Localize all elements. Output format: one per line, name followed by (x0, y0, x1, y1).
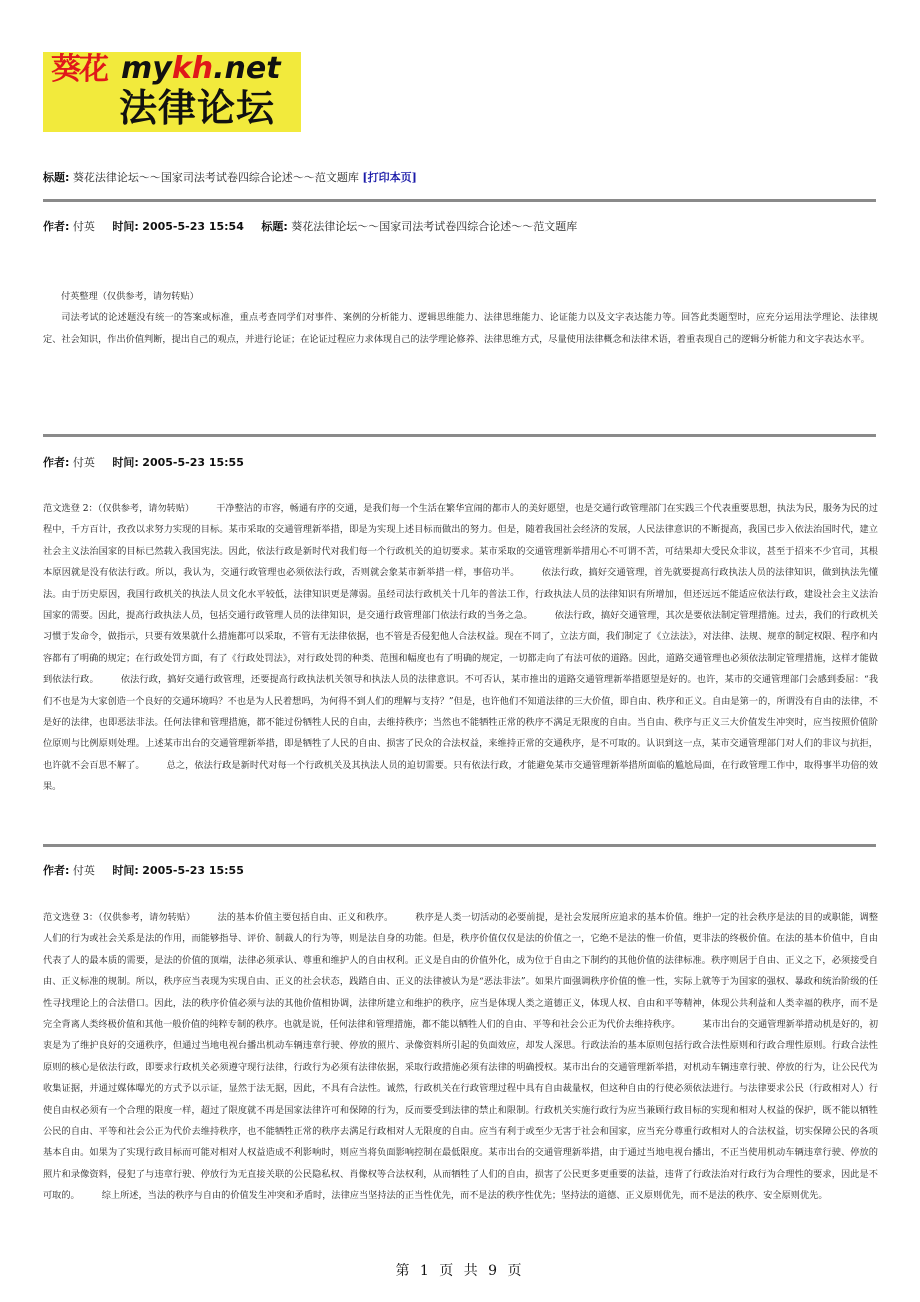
logo-forum-name: 法律论坛 (119, 86, 276, 130)
post-title: 葵花法律论坛～～国家司法考试卷四综合论述～～范文题库 (291, 220, 578, 233)
site-logo (43, 52, 301, 132)
time-label: 时间: (112, 220, 139, 233)
post-time: 2005-5-23 15:54 (142, 220, 244, 233)
page-title: 葵花法律论坛～～国家司法考试卷四综合论述～～范文题库 (72, 171, 359, 184)
logo-site-post: .net (213, 52, 281, 86)
paragraph: 依法行政，搞好交通管理，首先就要提高行政执法人员的法律知识，做到执法先懂法。由于历史原因，我国行政机关的执法人员文化水平较低，法律知识更是薄弱。虽经司法行政机关十几年的普法工作，行政执法人员的法律知识有所增加，但还远远不能适应依法行政，建设社会主义法治国家的需要。因此，提高行政执法人员，包括交通行政管理人员的法律知识，是交通行政管理部门依法行政的当务之急。 (43, 567, 878, 622)
logo-kuihua-mark: 葵花 (51, 52, 107, 87)
paragraph: 付英整理（仅供参考，请勿转贴） (61, 291, 199, 302)
paragraph: 依法行政，搞好交通管理，其次是要依法制定管理措施。过去，我们的行政机关习惯于发命令，做指示，只要有效果就什么措施都可以采取，不管有无法律依据，也不管是否侵犯他人合法权益。现在不同了，立法方面，我们制定了《立法法》，对法律、法规、规章的制定权限、程序和内容都有了明确的规定；在行政处罚方面，有了《行政处罚法》，对行政处罚的种类、范围和幅度也有了明确的规定，一切都走向了有法可依的道路。因此，道路交通管理也必须依法制定管理措施，这样才能做到依法行政。 (43, 610, 878, 686)
paragraph: 依法行政，搞好交通行政管理，还要提高行政执法机关领导和执法人员的法律意识。不可否认，某市推出的道路交通管理新举措愿望是好的。也许，某市的交通管理部门会感到委屈：“我们不也是为大家创造一个良好的交通环境吗？不也是为人民着想吗，为何得不到人们的理解与支持？”但是，也许他们不知道法律的三大价值，即自由、秩序和正义。自由是第一的，所谓没有自由的法律，不是好的法律，也即恶法非法。任何法律和管理措施，都不能过份牺牲人民的自由，去维持秩序；当然也不能牺牲正常的秩序不满足无限度的自由。当自由、秩序与正义三大价值发生冲突时，应当按照价值阶位原则与比例原则处理。上述某市出台的交通管理新举措，即是牺牲了人民的自由、损害了民众的合法权益，来维持正常的交通秩序，是不可取的。认识到这一点，某市交通管理部门对人们的非议与抗拒，也许就不会百思不解了。 (43, 674, 878, 771)
divider (43, 199, 876, 202)
post-body (43, 498, 878, 834)
author-label: 作者: (43, 456, 70, 469)
paragraph: 法的基本价值主要包括自由、正义和秩序。 (217, 912, 394, 923)
logo-site-mid: kh (171, 52, 214, 86)
paragraph: 干净整洁的市容，畅通有序的交通，是我们每一个生活在繁华宜闹的都市人的美好愿望，也是交通行政管理部门在实践三个代表重要思想，执法为民，服务为民的过程中，千方百计，孜孜以求努力实现的目标。某市采取的交通管理新举措，即是为实现上述目标而做出的努力。但是，随着我国社会经济的发展，人民法律意识的不断提高，我国已步入依法治国时代，建立社会主义法治国家的目标已然载入我国宪法。因此，依法行政是新时代对我们每一个行政机关的迫切要求。某市采取的交通管理新举措用心不可谓不苦，可结果却大受民众非议，甚至于招来不少官司，其根本原因就是没有依法行政。所以，我认为，交通行政管理也必须依法行政，否则就会象某市新举措一样，事倍功半。 (43, 503, 878, 579)
divider (43, 434, 876, 437)
print-page-link[interactable]: [打印本页] (362, 171, 417, 184)
page-title-line (43, 171, 876, 185)
article-label: 范文选登 3：（仅供参考，请勿转贴） (43, 912, 196, 923)
paragraph: 综上所述，当法的秩序与自由的价值发生冲突和矛盾时，法律应当坚持法的正当性优先，而不是法的秩序性优先；坚持法的道德、正义原则优先，而不是法的秩序、安全原则优先。 (101, 1190, 828, 1202)
author-label: 作者: (43, 864, 70, 877)
author-name: 付英 (72, 220, 95, 233)
logo-site-pre: my (121, 52, 172, 86)
paragraph: 总之，依法行政是新时代对每一个行政机关及其执法人员的迫切需要。只有依法行政，才能避免某市交通管理新举措所面临的尴尬局面，在行政管理工作中，取得事半功倍的效果。 (43, 759, 878, 793)
post-time: 2005-5-23 15:55 (142, 864, 244, 877)
paragraph: 秩序是人类一切活动的必要前提，是社会发展所应追求的基本价值。维护一定的社会秩序是法的目的或职能，调整人们的行为或社会关系是法的作用，而能够指导、评价、制裁人的行为等，则是法自身的功能。但是，秩序价值仅仅是法的价值之一，它绝不是法的惟一价值，更非法的终极价值。在法的基本价值中，自由代表了人的最本质的需要，是法的价值的顶端，法律必须承认、尊重和维护人的自由权利。正义是自由的价值外化，成为位于自由之下制约的其他价值的法律标准。秩序则居于自由、正义之下，必须接受自由、正义标准的规制。所以，秩序应当表现为实现自由、正义的社会状态，践踏自由、正义的法律被认为是“恶法非法”。如果片面强调秩序价值的惟一性，实际上就等于为国家的强权、暴政和统治阶级的任性寻找理论上的合法借口。因此，法的秩序价值必须与法的其他价值相协调，法律所建立和维护的秩序，应当是体现人类之道德正义，体现人权、自由和平等精神，体现公共利益和人类幸福的秩序，而不是完全背离人类终极价值和其他一般价值的纯粹专制的秩序。也就是说，任何法律和管理措施，都不能以牺牲人们的自由、平等和社会公正为代价去维持秩序。 (43, 912, 878, 1031)
post-meta (43, 220, 876, 234)
time-label: 时间: (112, 456, 139, 469)
paragraph: 某市出台的交通管理新举措动机是好的，初衷是为了维护良好的交通秩序，但通过当地电视台播出机动车辆违章行驶、停放的照片、录像资料所引起的负面效应，却发人深思。行政法治的基本原则包括行政合法性原则和行政合理性原则。行政合法性原则的核心是依法行政，即要求行政机关必须遵守现行法律，行政行为必须有法律依据，采取行政措施必须有法律的明确授权。某市出台的交通管理新举措，对机动车辆违章行驶、停放的行为，让公民代为收集证据，并通过媒体曝光的方式予以示证，显然于法无据，因此，不具有合法性。诚然，行政机关在行政管理过程中具有自由裁量权，但这种自由的行使必须依法进行。与法律要求公民（行政相对人）行使自由权必须有一个合理的限度一样，超过了限度就不再是国家法律许可和保障的行为，反而要受到法律的禁止和限制。行政机关实施行政行为应当兼顾行政目标的实现和相对人权益的保护，既不能以牺牲公民的自由、平等和社会公正为代价去维持秩序，也不能牺牲正常的秩序去满足行政相对人无限度的自由。应当有利于或至少无害于社会和国家，应当充分尊重行政相对人的合法权益，切实保障公民的各项基本自由。如果为了实现行政目标而可能对相对人权益造成不利影响时，则应当将负面影响控制在最低限度。某市出台的交通管理新举措，由于通过当地电视台播出，不正当使用机动车辆违章行驶、停放的照片和录像资料，侵犯了与违章行驶、停放行为无直接关联的公民隐私权、肖像权等合法权利，从而牺牲了人们的自由，损害了公民更多更重要的法益，违背了行政法治对行政行为合理性的要求，因此是不可取的。 (43, 1019, 878, 1202)
title-label: 标题: (43, 171, 70, 184)
post-time: 2005-5-23 15:55 (142, 456, 244, 469)
post-body (43, 286, 878, 350)
post-title-label: 标题: (261, 220, 288, 233)
paragraph: 司法考试的论述题没有统一的答案或标准，重点考查同学们对事件、案例的分析能力、逻辑思维能力、法律思维能力、论证能力以及文字表达能力等。回答此类题型时，应充分运用法学理论、法律规定、社会知识，作出价值判断，提出自己的观点，并进行论证；在论证过程应力求体现自己的法学理论修养、法律思维方式，尽量使用法律概念和法律术语，着重表现自己的逻辑分析能力和文字表达水平。 (43, 312, 878, 345)
logo-site-name (121, 52, 301, 86)
post-meta (43, 864, 876, 878)
post-meta (43, 456, 876, 470)
author-label: 作者: (43, 220, 70, 233)
author-name: 付英 (72, 864, 95, 877)
divider (43, 844, 876, 847)
time-label: 时间: (112, 864, 139, 877)
page-number: 第 1 页 共 9 页 (395, 1263, 525, 1279)
post-body (43, 907, 878, 1247)
article-label: 范文选登 2：（仅供参考，请勿转贴） (43, 503, 195, 514)
author-name: 付英 (72, 456, 95, 469)
